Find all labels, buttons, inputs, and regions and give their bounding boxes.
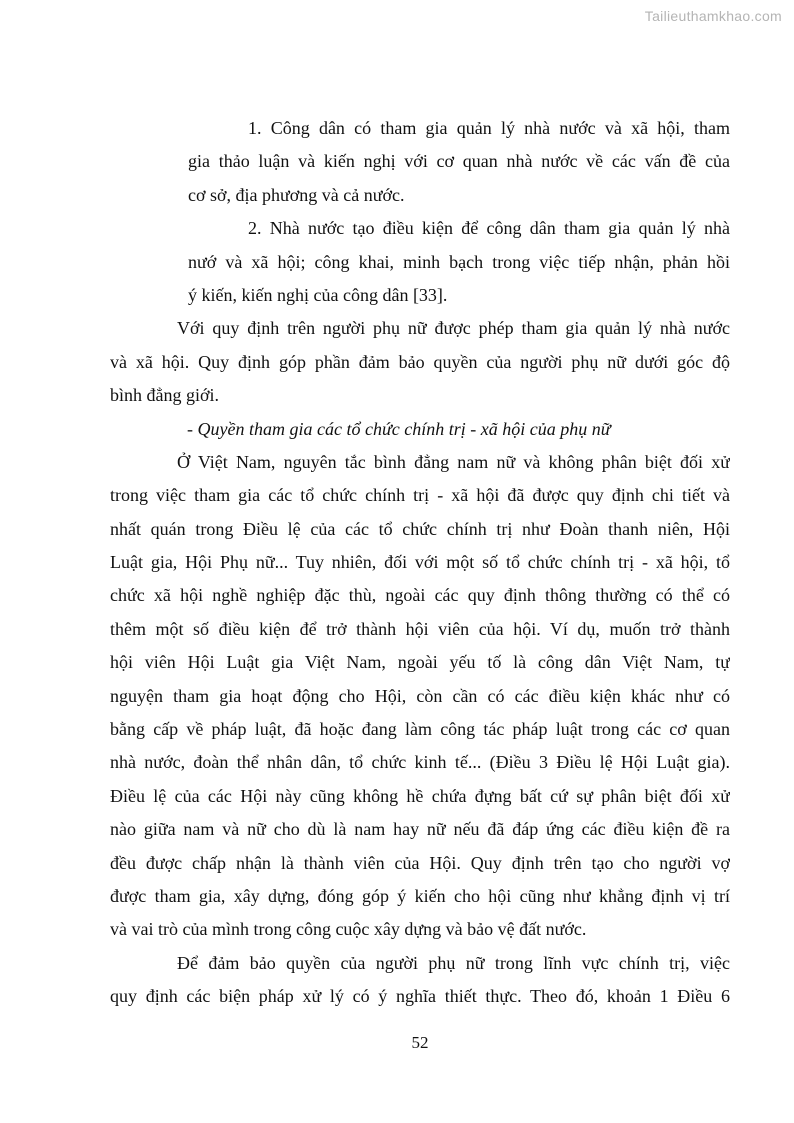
watermark-text: Tailieuthamkhao.com — [644, 8, 782, 24]
text-line: - Quyền tham gia các tổ chức chính trị - xã hội của phụ nữ — [187, 418, 611, 439]
text-line: nhất quán trong Điều lệ của các tổ chức chính trị như Đoàn thanh niên, Hội — [110, 518, 730, 539]
text-line: được tham gia, xây dựng, đóng góp ý kiến cho hội cũng như khẳng định vị trí — [110, 885, 730, 906]
text-line: thêm một số điều kiện để trở thành hội viên của hội. Ví dụ, muốn trở thành — [110, 618, 730, 639]
paragraph — [110, 312, 730, 412]
text-line: cơ sở, địa phương và cả nước. — [188, 184, 405, 205]
text-line: nào giữa nam và nữ cho dù là nam hay nữ nếu đã đáp ứng các điều kiện đề ra — [110, 819, 730, 840]
text-line: và xã hội. Quy định góp phần đảm bảo quyền của người phụ nữ dưới góc độ — [110, 351, 730, 372]
text-line: Điều lệ của các Hội này cũng không hề chứa đựng bất cứ sự phân biệt đối xử — [110, 785, 730, 806]
text-line: trong việc tham gia các tổ chức chính trị - xã hội đã được quy định chi tiết và — [110, 485, 730, 506]
text-line: đều được chấp nhận là thành viên của Hội. Quy định trên tạo cho người vợ — [110, 852, 730, 873]
text-line: Để đảm bảo quyền của người phụ nữ trong lĩnh vực chính trị, việc — [177, 952, 730, 973]
text-line: Luật gia, Hội Phụ nữ... Tuy nhiên, đối với một số tổ chức chính trị - xã hội, tổ — [110, 552, 730, 573]
text-line: ý kiến, kiến nghị của công dân [33]. — [188, 284, 448, 305]
text-line: nhà nước, đoàn thể nhân dân, tổ chức kinh tế... (Điều 3 Điều lệ Hội Luật gia). — [110, 752, 730, 773]
page-number: 52 — [411, 1033, 429, 1052]
text-line: quy định các biện pháp xử lý có ý nghĩa thiết thực. Theo đó, khoản 1 Điều 6 — [110, 986, 730, 1007]
text-line: bằng cấp về pháp luật, đã hoặc đang làm công tác pháp luật trong các cơ quan — [110, 719, 730, 740]
text-line: và vai trò của mình trong công cuộc xây dựng và bảo vệ đất nước. — [110, 919, 587, 940]
text-line: nướ và xã hội; công khai, minh bạch trong việc tiếp nhận, phản hồi — [188, 251, 730, 272]
text-line: 2. Nhà nước tạo điều kiện để công dân tham gia quản lý nhà — [248, 218, 730, 239]
text-line: chức xã hội nghề nghiệp đặc thù, ngoài các quy định thông thường có thể có — [110, 585, 730, 606]
page-body — [110, 112, 730, 1014]
paragraph — [188, 112, 730, 212]
text-line: hội viên Hội Luật gia Việt Nam, ngoài yếu tố là công dân Việt Nam, tự — [110, 652, 730, 673]
text-line: 1. Công dân có tham gia quản lý nhà nước và xã hội, tham — [248, 118, 730, 138]
paragraph — [188, 212, 730, 312]
text-line: Ở Việt Nam, nguyên tắc bình đẳng nam nữ và không phân biệt đối xử — [177, 451, 730, 472]
paragraph — [187, 413, 730, 446]
text-line: nguyện tham gia hoạt động cho Hội, còn cần có các điều kiện khác như có — [110, 685, 730, 706]
text-line: Với quy định trên người phụ nữ được phép tham gia quản lý nhà nước — [177, 318, 730, 339]
paragraph — [110, 446, 730, 947]
paragraph — [110, 947, 730, 1014]
text-line: bình đẳng giới. — [110, 385, 220, 406]
text-line: gia thảo luận và kiến nghị với cơ quan nhà nước về các vấn đề của — [188, 151, 730, 172]
